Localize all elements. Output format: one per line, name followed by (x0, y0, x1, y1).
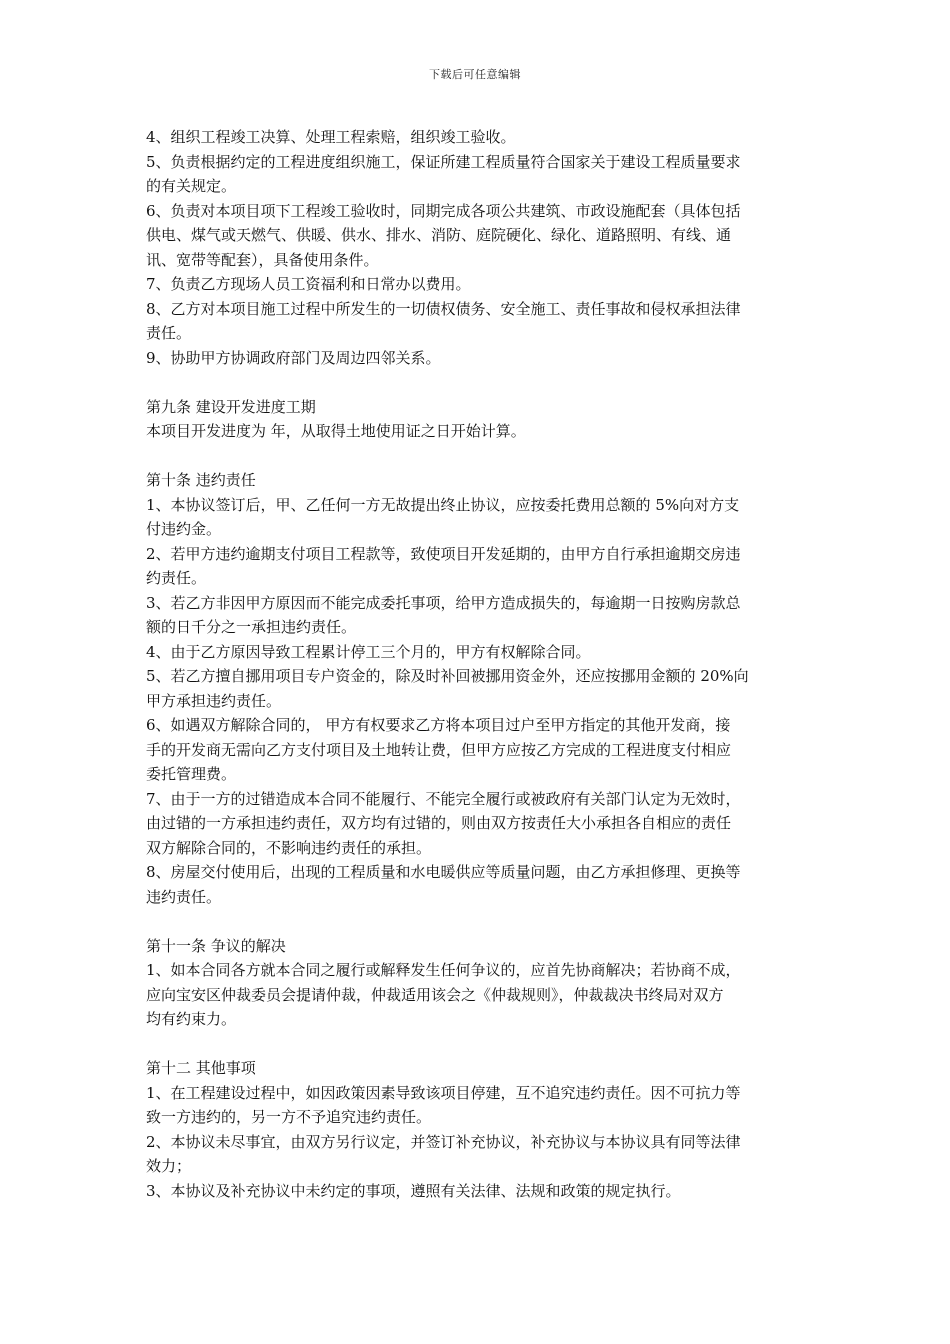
section-heading: 第十条 违约责任 (146, 471, 256, 489)
text-line: 手的开发商无需向乙方支付项目及土地转让费，但甲方应按乙方完成的工程进度支付相应 (146, 740, 732, 759)
section-heading: 第九条 建设开发进度工期 (146, 397, 316, 416)
clause-paragraph (146, 860, 814, 909)
text-line: 应向宝安区仲裁委员会提请仲裁，仲裁适用该会之《仲裁规则》，仲裁裁决书终局对双方 (146, 985, 724, 1004)
text-line: 8、房屋交付使用后，出现的工程质量和水电暖供应等质量问题，由乙方承担修理、更换等 (146, 863, 741, 881)
text-line: 4、由于乙方原因导致工程累计停工三个月的，甲方有权解除合同。 (146, 642, 591, 661)
text-line: 效力； (146, 1157, 192, 1175)
clause-paragraph (146, 272, 814, 297)
section-gap (146, 1032, 814, 1057)
section-duties (146, 125, 814, 370)
section-gap (146, 370, 814, 395)
text-line: 5、负责根据约定的工程进度组织施工，保证所建工程质量符合国家关于建设工程质量要求 (146, 152, 741, 171)
section-heading: 第十二 其他事项 (146, 1059, 256, 1077)
clause-paragraph (146, 493, 814, 542)
text-line: 委托管理费。 (146, 765, 237, 783)
clause-paragraph (146, 664, 814, 713)
text-line: 均有约束力。 (146, 1010, 237, 1028)
text-line: 额的日千分之一承担违约责任。 (146, 618, 357, 636)
clause-paragraph (146, 958, 814, 1032)
clause-paragraph (146, 542, 814, 591)
text-line: 约责任。 (146, 569, 207, 587)
text-line: 6、负责对本项目项下工程竣工验收时，同期完成各项公共建筑、市政设施配套（具体包括 (146, 201, 741, 220)
text-line: 讯、宽带等配套），具备使用条件。 (146, 250, 379, 269)
section-heading: 第十一条 争议的解决 (146, 936, 286, 955)
text-line: 由过错的一方承担违约责任，双方均有过错的，则由双方按责任大小承担各自相应的责任 (146, 814, 732, 832)
clause-paragraph (146, 150, 814, 199)
text-line: 7、由于一方的过错造成本合同不能履行、不能完全履行或被政府有关部门认定为无效时， (146, 789, 741, 808)
section-gap (146, 444, 814, 469)
section-article-9 (146, 395, 814, 444)
clause-paragraph (146, 591, 814, 640)
text-line: 1、本协议签订后，甲、乙任何一方无故提出终止协议，应按委托费用总额的 5%向对方支 (146, 495, 740, 514)
page-header: 下载后可任意编辑 (429, 68, 521, 81)
clause-paragraph (146, 346, 814, 371)
text-line: 3、本协议及补充协议中未约定的事项，遵照有关法律、法规和政策的规定执行。 (146, 1181, 681, 1200)
section-gap (146, 909, 814, 934)
clause-paragraph (146, 713, 814, 787)
text-line: 2、本协议未尽事宜，由双方另行议定，并签订补充协议，补充协议与本协议具有同等法律 (146, 1132, 741, 1151)
text-line: 违约责任。 (146, 887, 222, 906)
clause-paragraph (146, 640, 814, 665)
clause-paragraph (146, 787, 814, 861)
clause-paragraph (146, 1081, 814, 1130)
text-line: 责任。 (146, 324, 192, 342)
section-article-10 (146, 468, 814, 909)
text-line: 4、组织工程竣工决算、处理工程索赔，组织竣工验收。 (146, 128, 516, 146)
clause-paragraph (146, 297, 814, 346)
text-line: 致一方违约的，另一方不予追究违约责任。 (146, 1108, 432, 1126)
section-article-11 (146, 934, 814, 1032)
text-line: 7、负责乙方现场人员工资福利和日常办以费用。 (146, 275, 471, 293)
text-line: 的有关规定。 (146, 177, 237, 195)
clause-paragraph (146, 1130, 814, 1179)
text-line: 付违约金。 (146, 520, 222, 538)
text-line: 本项目开发进度为 年，从取得土地使用证之日开始计算。 (146, 422, 526, 440)
text-line: 甲方承担违约责任。 (146, 691, 282, 710)
text-line: 3、若乙方非因甲方原因而不能完成委托事项，给甲方造成损失的，每逾期一日按购房款总 (146, 593, 741, 612)
text-line: 6、如遇双方解除合同的， 甲方有权要求乙方将本项目过户至甲方指定的其他开发商，接 (146, 716, 731, 734)
text-line: 5、若乙方擅自挪用项目专户资金的，除及时补回被挪用资金外，还应按挪用金额的 20%向 (146, 667, 749, 685)
clause-paragraph (146, 419, 814, 444)
text-line: 2、若甲方违约逾期支付项目工程款等，致使项目开发延期的，由甲方自行承担逾期交房违 (146, 544, 741, 563)
clause-paragraph (146, 1179, 814, 1204)
text-line: 1、在工程建设过程中，如因政策因素导致该项目停建，互不追究违约责任。因不可抗力等 (146, 1083, 741, 1102)
text-line: 1、如本合同各方就本合同之履行或解释发生任何争议的，应首先协商解决；若协商不成， (146, 961, 741, 979)
text-line: 8、乙方对本项目施工过程中所发生的一切债权债务、安全施工、责任事故和侵权承担法律 (146, 299, 741, 318)
text-line: 双方解除合同的，不影响违约责任的承担。 (146, 838, 432, 857)
clause-paragraph (146, 199, 814, 273)
clause-paragraph (146, 125, 814, 150)
document-body (146, 125, 814, 1203)
text-line: 9、协助甲方协调政府部门及周边四邻关系。 (146, 348, 441, 367)
section-article-12 (146, 1056, 814, 1203)
text-line: 供电、煤气或天燃气、供暖、供水、排水、消防、庭院硬化、绿化、道路照明、有线、通 (146, 226, 732, 244)
